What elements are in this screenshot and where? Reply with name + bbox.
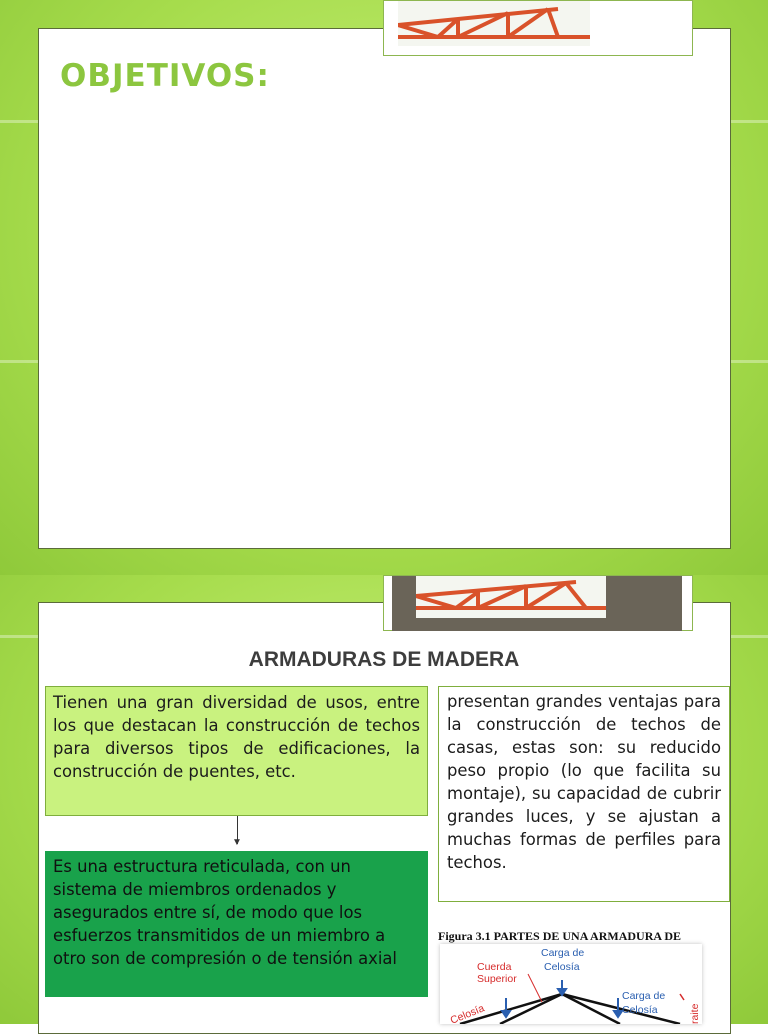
truss-parts-figure bbox=[440, 944, 702, 1024]
header-image-frame bbox=[383, 0, 693, 56]
label-load: Carga de bbox=[541, 947, 585, 959]
content-panel bbox=[38, 28, 731, 549]
label-load: Celosía bbox=[622, 1004, 658, 1016]
figure-caption: Figura 3.1 PARTES DE UNA ARMADURA DE bbox=[438, 929, 682, 943]
definition-box-uses: Tienen una gran diversidad de usos, entre los que destacan la construcción de techos para diversos tipos de edificaciones, la construcción de puentes, etc. bbox=[45, 686, 428, 816]
slide-title: OBJETIVOS: bbox=[60, 58, 270, 94]
truss-diagram bbox=[440, 944, 702, 1024]
truss-image bbox=[416, 576, 606, 618]
advantages-box: presentan grandes ventajas para la construcción de techos de casas, estas son: su reducido peso propio (lo que facilita su montaje), su capacidad de cubrir grandes luces, y se ajustan a muchas formas de perfiles para techos. bbox=[438, 686, 730, 902]
truss-image-backdrop bbox=[392, 576, 682, 631]
definition-box-structure: Es una estructura reticulada, con un sistema de miembros ordenados y asegurados entre sí, de modo que los esfuerzos transmitidos de un miembro a otro son de compresión o de tensión axial bbox=[45, 851, 428, 997]
truss-image bbox=[398, 1, 590, 46]
label-top-chord: Superior bbox=[477, 973, 517, 985]
label-web: Celosía bbox=[448, 1002, 487, 1024]
label-side: raite bbox=[689, 1003, 701, 1024]
arrow-down-icon: ▼ bbox=[232, 837, 242, 848]
label-top-chord: Cuerda bbox=[477, 961, 512, 973]
label-load: Celosía bbox=[544, 961, 580, 973]
truss-icon bbox=[416, 576, 606, 618]
truss-icon bbox=[398, 1, 590, 46]
header-image-frame bbox=[383, 575, 693, 631]
section-title: ARMADURAS DE MADERA bbox=[248, 648, 520, 671]
label-load: Carga de bbox=[622, 990, 666, 1002]
